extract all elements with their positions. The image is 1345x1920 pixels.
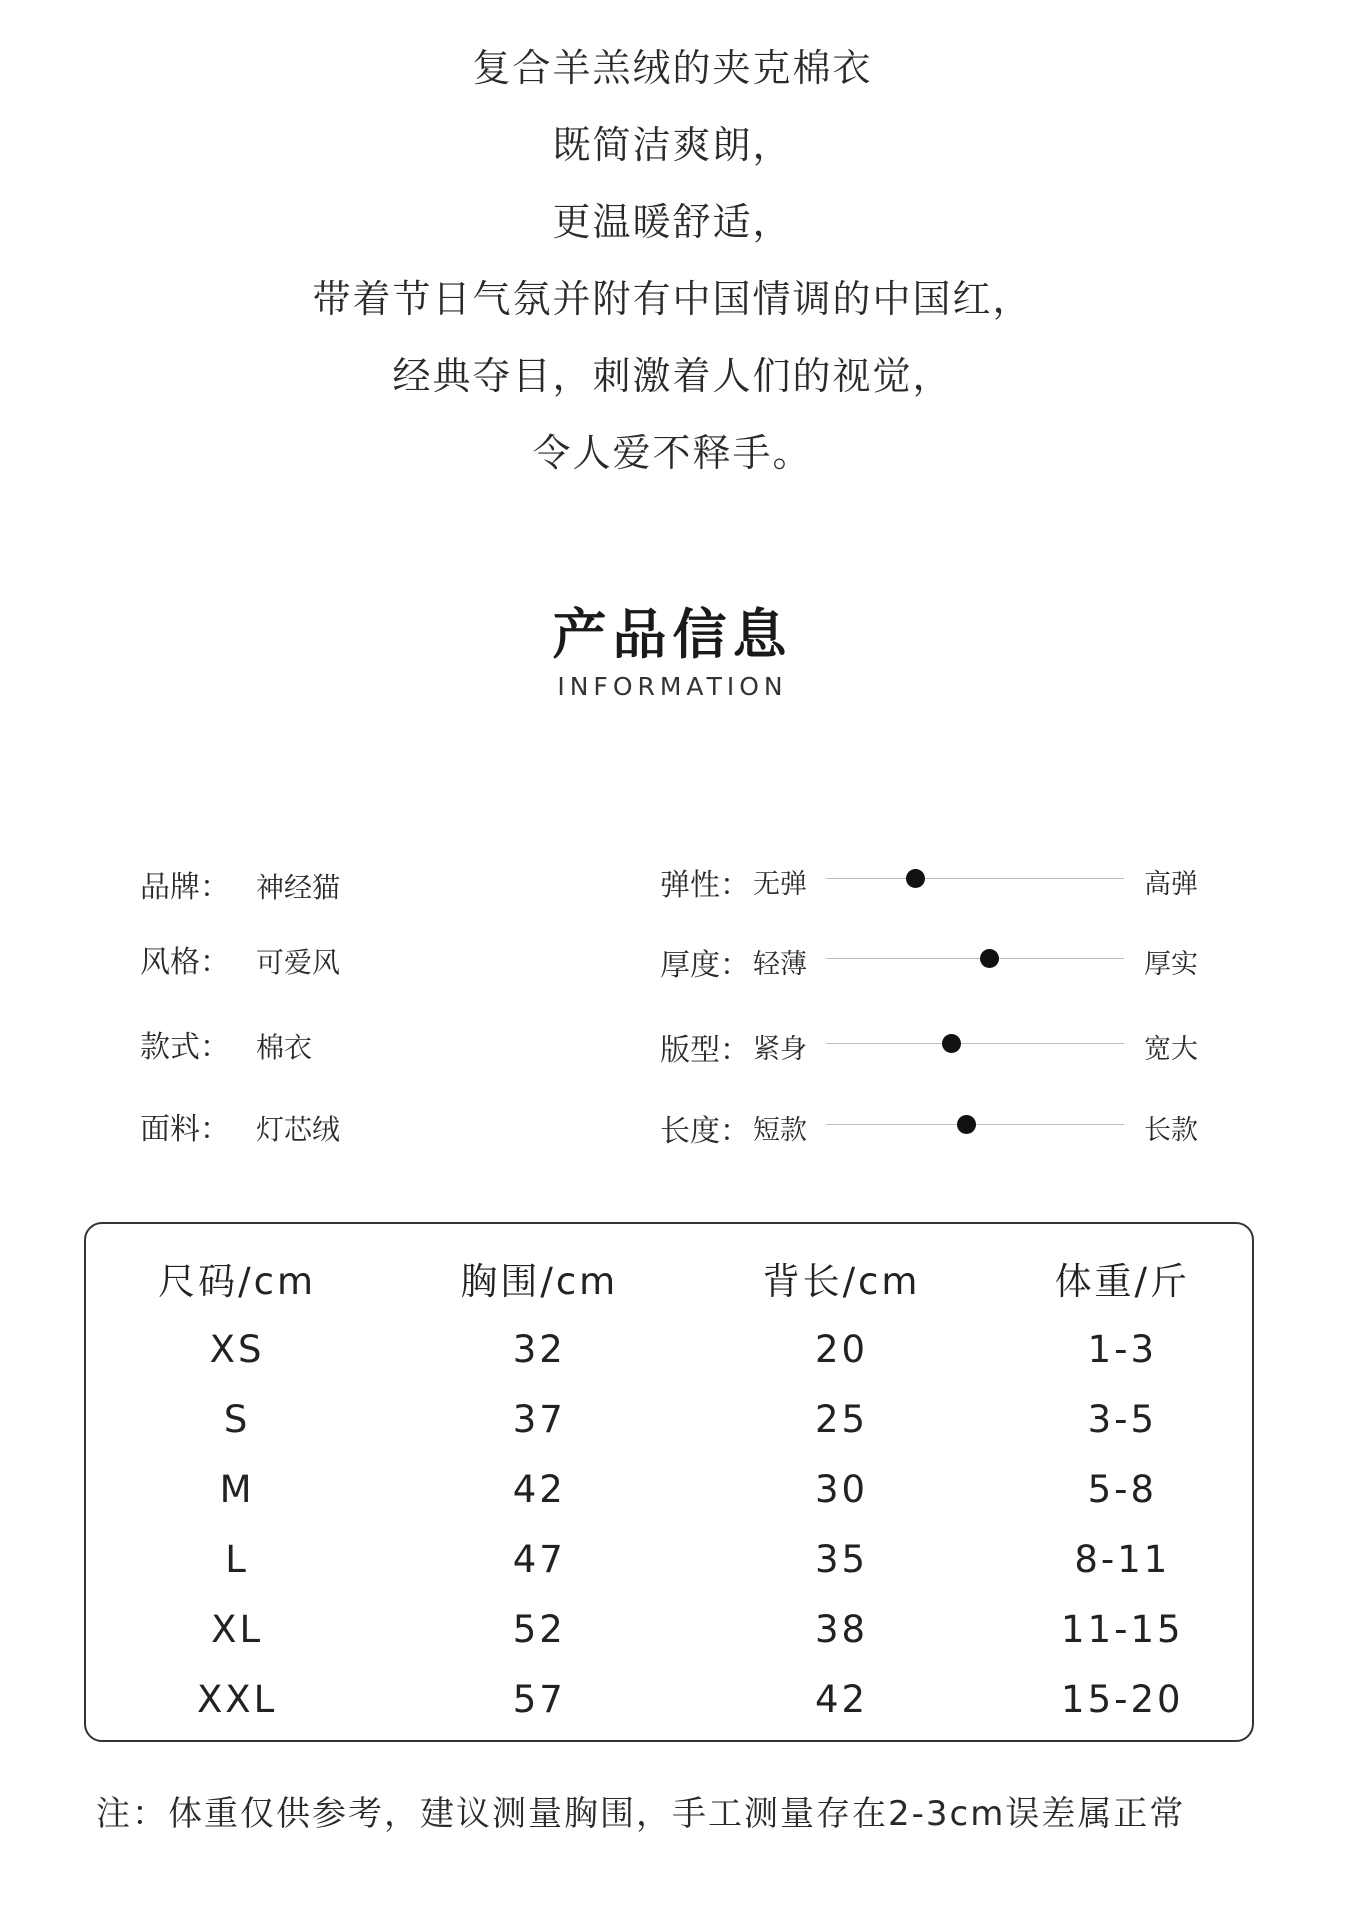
table-row <box>86 1314 1252 1384</box>
table-cell: M <box>219 1467 255 1511</box>
scale-fit <box>660 1023 1205 1068</box>
table-cell: 3-5 <box>1087 1397 1158 1441</box>
attribute-label: 面料： <box>140 1112 230 1147</box>
scale-low: 紧身 <box>753 1034 807 1065</box>
measurement-note: 注：体重仅供参考，建议测量胸围，手工测量存在2-3cm误差属正常 <box>96 1794 1186 1834</box>
section-subtitle: INFORMATION <box>557 672 788 701</box>
scale-low: 轻薄 <box>753 949 807 980</box>
table-cell: 37 <box>512 1397 566 1441</box>
scale-high: 厚实 <box>1144 949 1198 980</box>
table-cell: 42 <box>512 1467 566 1511</box>
table-cell: XXL <box>196 1677 278 1721</box>
table-row <box>86 1524 1252 1594</box>
scale-dot <box>957 1115 976 1134</box>
attribute-label: 风格： <box>140 945 230 980</box>
attribute-type <box>140 1022 312 1066</box>
scale-high: 长款 <box>1144 1115 1198 1146</box>
table-row <box>86 1384 1252 1454</box>
table-cell: 38 <box>814 1607 869 1651</box>
table-cell: 8-11 <box>1074 1537 1171 1581</box>
table-cell: 1-3 <box>1087 1327 1158 1371</box>
scale-label: 长度： <box>660 1114 750 1149</box>
intro-line: 复合羊羔绒的夹克棉衣 <box>472 46 873 90</box>
table-cell: 35 <box>814 1537 869 1581</box>
scale-dot <box>942 1034 961 1053</box>
section-title: 产品信息 <box>552 603 793 666</box>
attribute-label: 款式： <box>140 1030 230 1065</box>
intro-line: 带着节日气氛并附有中国情调的中国红， <box>312 277 1033 321</box>
column-header: 背长/cm <box>762 1260 921 1303</box>
table-cell: 47 <box>512 1537 566 1581</box>
scale-length <box>660 1104 1205 1149</box>
table-cell: 32 <box>512 1327 566 1371</box>
table-row <box>86 1664 1252 1734</box>
scale-label: 弹性： <box>660 868 750 903</box>
table-cell: 25 <box>814 1397 869 1441</box>
intro-line: 更温暖舒适， <box>552 200 793 244</box>
table-cell: XL <box>211 1607 264 1651</box>
attribute-value: 棉衣 <box>256 1031 313 1064</box>
attribute-label: 品牌： <box>140 870 230 905</box>
intro-line: 经典夺目，刺激着人们的视觉， <box>392 354 953 398</box>
size-table-header-row <box>86 1242 1252 1314</box>
table-row <box>86 1454 1252 1524</box>
table-cell: XS <box>209 1327 265 1371</box>
attribute-style <box>140 937 340 981</box>
attribute-value: 可爱风 <box>256 946 341 979</box>
attribute-value: 灯芯绒 <box>256 1113 341 1146</box>
table-cell: 15-20 <box>1061 1677 1184 1721</box>
table-cell: 42 <box>814 1677 869 1721</box>
table-cell: 57 <box>512 1677 566 1721</box>
intro-line: 令人爱不释手。 <box>532 431 813 475</box>
table-cell: 20 <box>814 1327 869 1371</box>
size-table-box <box>84 1222 1254 1742</box>
scale-low: 短款 <box>753 1115 807 1146</box>
table-cell: 30 <box>814 1467 869 1511</box>
column-header: 尺码/cm <box>158 1260 317 1303</box>
scale-label: 厚度： <box>660 948 750 983</box>
scale-dot <box>980 949 999 968</box>
table-row <box>86 1594 1252 1664</box>
scale-high: 高弹 <box>1144 869 1198 900</box>
scale-dot <box>906 869 925 888</box>
scale-track <box>826 958 1124 959</box>
column-header: 胸围/cm <box>460 1260 619 1303</box>
attribute-fabric <box>140 1104 340 1148</box>
table-cell: 52 <box>512 1607 566 1651</box>
intro-text <box>0 30 1345 492</box>
scale-thickness <box>660 938 1205 983</box>
table-cell: S <box>223 1397 251 1441</box>
table-cell: 11-15 <box>1061 1607 1184 1651</box>
scale-low: 无弹 <box>753 869 807 900</box>
column-header: 体重/斤 <box>1054 1260 1191 1303</box>
attribute-value: 神经猫 <box>256 871 341 904</box>
intro-line: 既简洁爽朗， <box>552 123 793 167</box>
scale-high: 宽大 <box>1144 1034 1198 1065</box>
scale-elasticity <box>660 858 1205 903</box>
size-table <box>86 1242 1252 1734</box>
scale-track <box>826 1043 1124 1044</box>
table-cell: 5-8 <box>1087 1467 1158 1511</box>
scale-label: 版型： <box>660 1033 750 1068</box>
attribute-brand <box>140 862 340 906</box>
table-cell: L <box>225 1537 249 1581</box>
scale-track <box>826 878 1124 879</box>
